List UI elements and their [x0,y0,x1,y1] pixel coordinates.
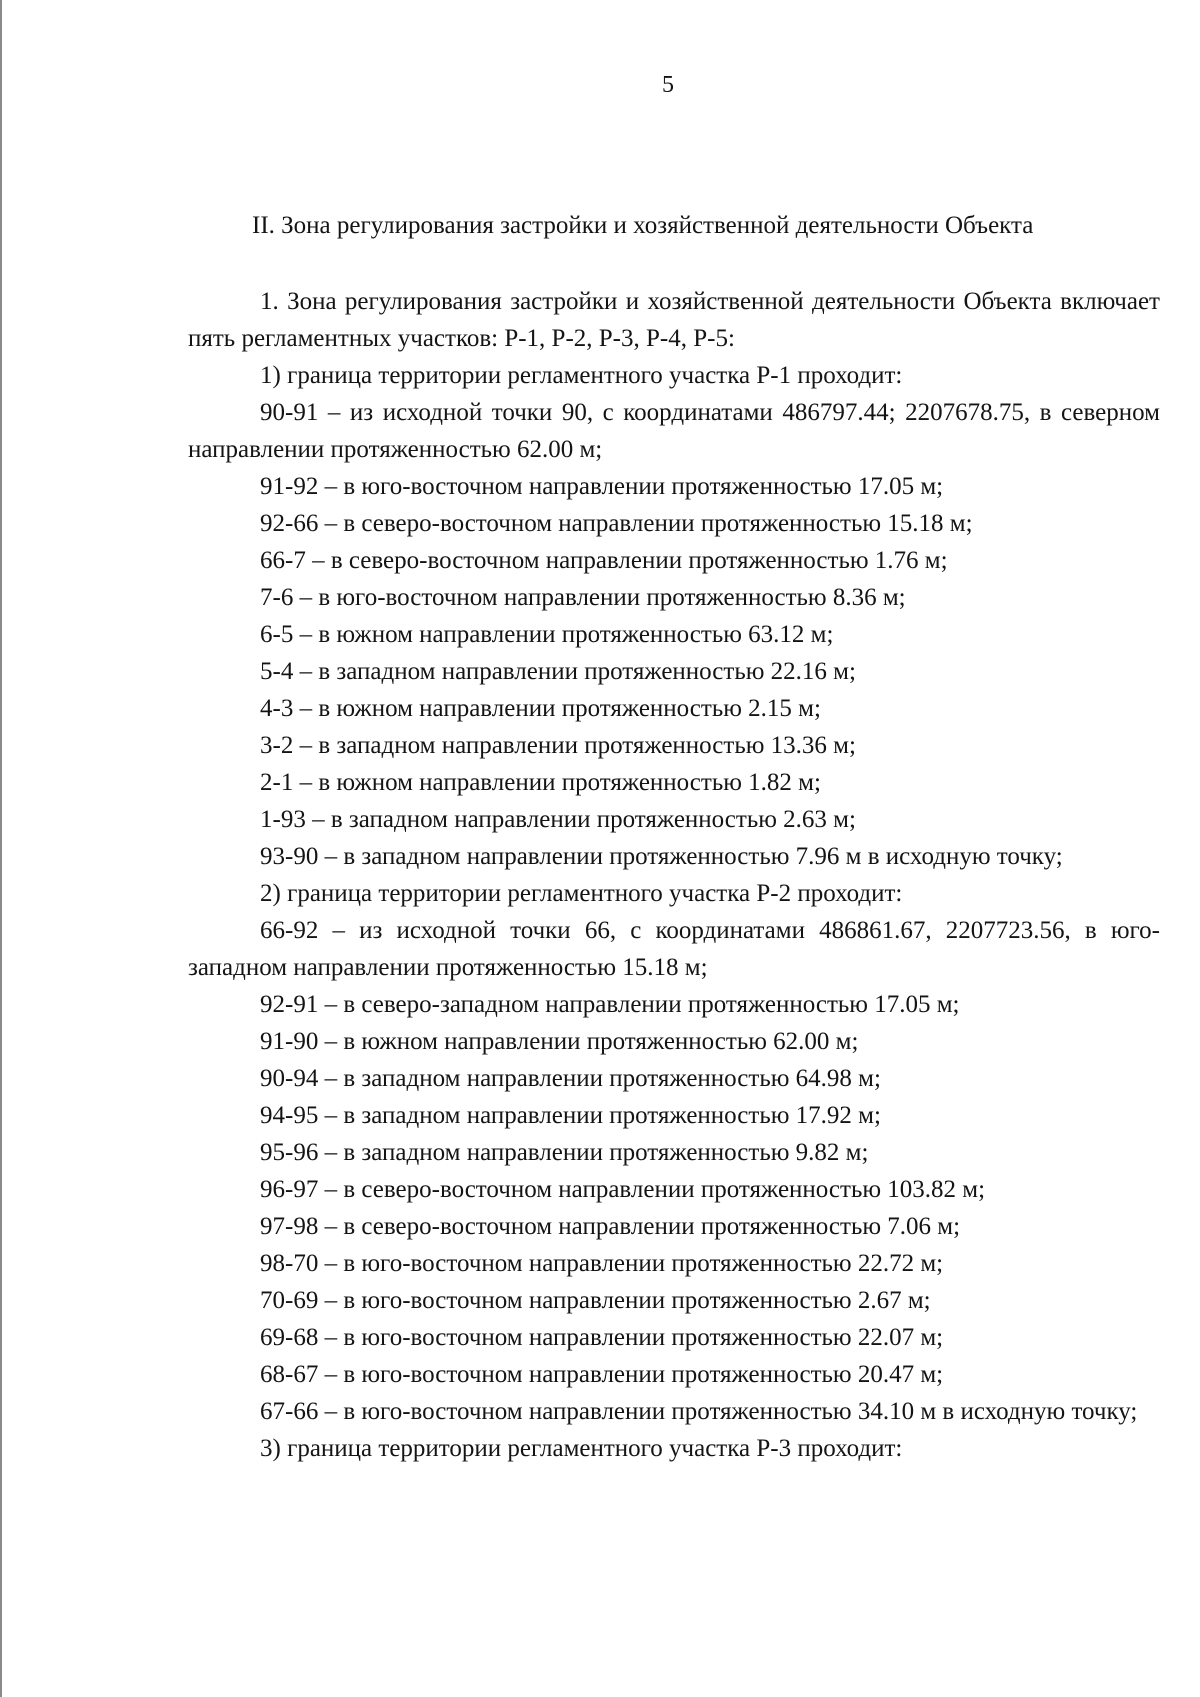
paragraph-p1-heading: 1) граница территории регламентного участка Р-1 проходит: [260,362,903,389]
paragraph-segment-68-67: 68-67 – в юго-восточном направлении протяженностью 20.47 м; [260,1361,944,1388]
paragraph-segment-67-66: 67-66 – в юго-восточном направлении протяженностью 34.10 м в исходную точку; [260,1398,1138,1425]
paragraph-segment-90-91: 90-91 – из исходной точки 90, с координатами 486797.44; 2207678.75, в северном направлении протяженностью 62.00 м; [188,399,1160,463]
paragraph-segment-4-3: 4-3 – в южном направлении протяженностью 2.15 м; [260,695,821,722]
paragraph-segment-93-90: 93-90 – в западном направлении протяженностью 7.96 м в исходную точку; [260,843,1063,870]
paragraph-segment-2-1: 2-1 – в южном направлении протяженностью 1.82 м; [260,769,821,796]
document-body [188,283,1160,1467]
section-heading: II. Зона регулирования застройки и хозяйственной деятельности Объекта [252,212,1034,239]
paragraph-segment-1-93: 1-93 – в западном направлении протяженностью 2.63 м; [260,806,856,833]
scan-edge-line [0,0,2,1697]
paragraph-segment-94-95: 94-95 – в западном направлении протяженностью 17.92 м; [260,1102,881,1129]
paragraph-segment-7-6: 7-6 – в юго-восточном направлении протяженностью 8.36 м; [260,584,906,611]
paragraph-segment-6-5: 6-5 – в южном направлении протяженностью 63.12 м; [260,621,834,648]
paragraph-segment-5-4: 5-4 – в западном направлении протяженностью 22.16 м; [260,658,856,685]
paragraph-p2-heading: 2) граница территории регламентного участка Р-2 проходит: [260,880,903,907]
paragraph-segment-95-96: 95-96 – в западном направлении протяженностью 9.82 м; [260,1139,869,1166]
paragraph-segment-70-69: 70-69 – в юго-восточном направлении протяженностью 2.67 м; [260,1287,931,1314]
paragraph-segment-96-97: 96-97 – в северо-восточном направлении протяженностью 103.82 м; [260,1176,986,1203]
paragraph-p3-heading: 3) граница территории регламентного участка Р-3 проходит: [260,1435,903,1462]
page-number: 5 [662,72,674,98]
paragraph-segment-90-94: 90-94 – в западном направлении протяженностью 64.98 м; [260,1065,881,1092]
paragraph-segment-69-68: 69-68 – в юго-восточном направлении протяженностью 22.07 м; [260,1324,944,1351]
paragraph-segment-92-91: 92-91 – в северо-западном направлении протяженностью 17.05 м; [260,991,960,1018]
paragraph-segment-91-90: 91-90 – в южном направлении протяженностью 62.00 м; [260,1028,859,1055]
paragraph-segment-91-92: 91-92 – в юго-восточном направлении протяженностью 17.05 м; [260,473,944,500]
paragraph-segment-98-70: 98-70 – в юго-восточном направлении протяженностью 22.72 м; [260,1250,944,1277]
paragraph-segment-66-92: 66-92 – из исходной точки 66, с координатами 486861.67, 2207723.56, в юго-западном направлении протяженностью 15.18 м; [188,917,1160,981]
paragraph-segment-66-7: 66-7 – в северо-восточном направлении протяженностью 1.76 м; [260,547,948,574]
paragraph-segment-3-2: 3-2 – в западном направлении протяженностью 13.36 м; [260,732,856,759]
paragraph-segment-97-98: 97-98 – в северо-восточном направлении протяженностью 7.06 м; [260,1213,961,1240]
paragraph-segment-92-66: 92-66 – в северо-восточном направлении протяженностью 15.18 м; [260,510,973,537]
paragraph-zone-intro: 1. Зона регулирования застройки и хозяйственной деятельности Объекта включает пять регламентных участков: Р-1, Р-2, Р-3, Р-4, Р-5: [188,288,1160,352]
